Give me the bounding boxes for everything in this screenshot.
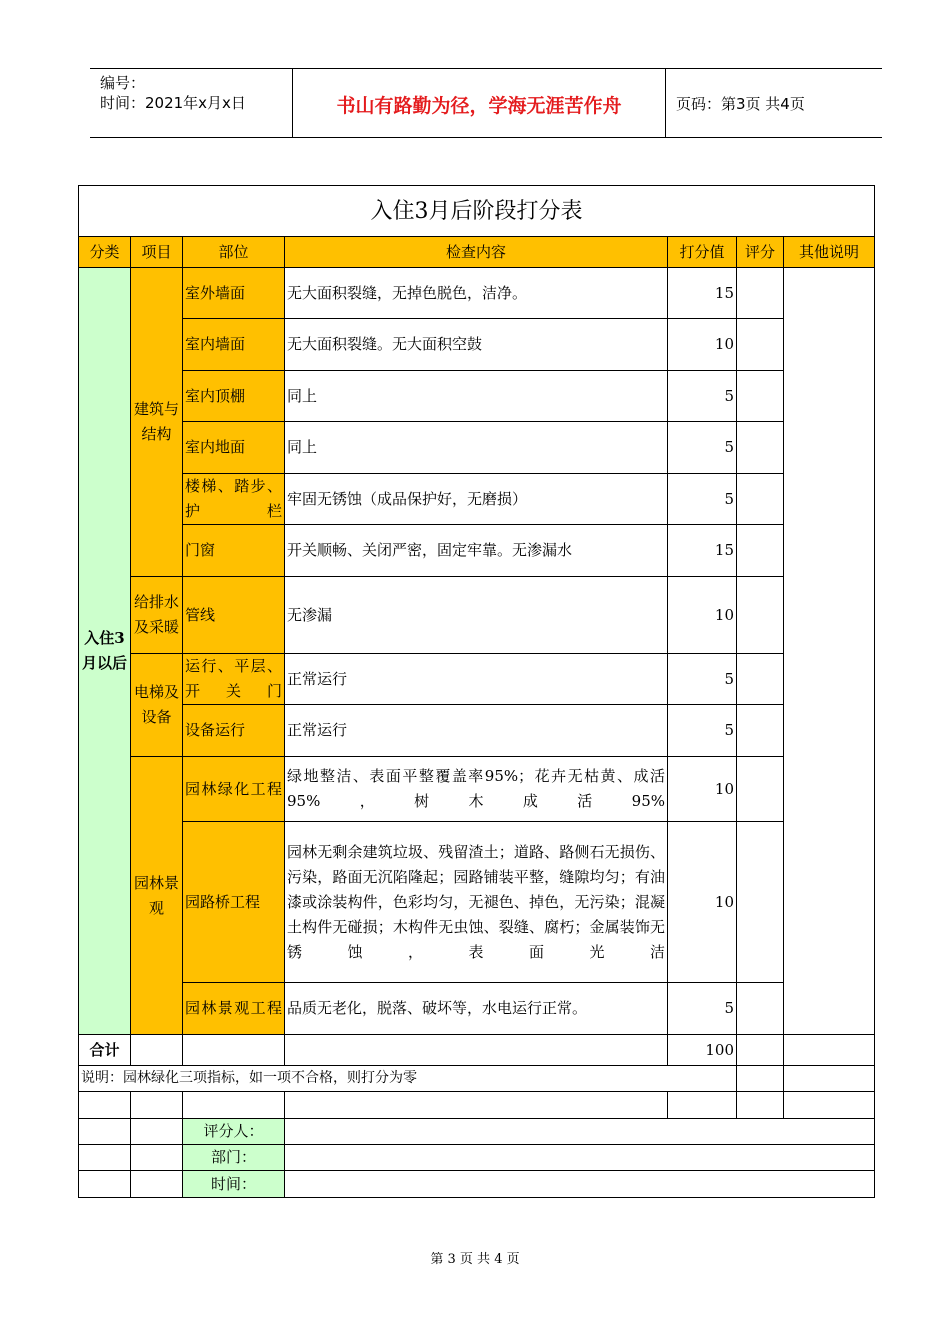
part-cell: 楼梯、踏步、护栏: [183, 474, 285, 525]
score-cell: 5: [668, 983, 737, 1035]
rater-label: 评分人：: [183, 1119, 285, 1145]
group-cell: 园林景观: [131, 757, 183, 1035]
column-header: 项目: [131, 237, 183, 268]
empty-cell: [285, 1035, 668, 1066]
table-row: [79, 983, 875, 1035]
rating-cell[interactable]: [737, 822, 784, 983]
score-cell: 5: [668, 422, 737, 474]
total-score: 100: [668, 1035, 737, 1066]
table-row: [79, 474, 875, 525]
time-label: 时间：2021年x月x日: [100, 94, 246, 112]
empty-cell: [183, 1035, 285, 1066]
table-row: [79, 822, 875, 983]
signature-row: [79, 1145, 875, 1171]
content-cell: 正常运行: [285, 705, 668, 757]
header-info: [100, 73, 246, 113]
dept-label: 部门：: [183, 1145, 285, 1171]
table-row: [79, 577, 875, 654]
part-cell: 室内地面: [183, 422, 285, 474]
empty-cell: [131, 1119, 183, 1145]
column-header: 检查内容: [285, 237, 668, 268]
score-cell: 15: [668, 525, 737, 577]
note-row: [79, 1066, 875, 1092]
header-divider: [665, 69, 666, 137]
rating-cell[interactable]: [737, 474, 784, 525]
dept-field[interactable]: [285, 1145, 875, 1171]
total-rating-cell[interactable]: [737, 1035, 784, 1066]
table-row: [79, 654, 875, 705]
content-cell: 园林无剩余建筑垃圾、残留渣土；道路、路侧石无损伤、污染，路面无沉陷隆起；园路铺装平整，缝隙均匀；有油漆或涂装构件，色彩均匀，无褪色、掉色，无污染；混凝土构件无碰损；木构件无虫蚀、裂缝、腐朽；金属装饰无锈蚀，表面光洁: [285, 822, 668, 983]
table-row: [79, 705, 875, 757]
content-cell: 开关顺畅、关闭严密，固定牢靠。无渗漏水: [285, 525, 668, 577]
content-cell: 同上: [285, 422, 668, 474]
time-label: 时间：: [183, 1171, 285, 1198]
content-cell: 品质无老化，脱落、破坏等，水电运行正常。: [285, 983, 668, 1035]
empty-cell: [737, 1066, 784, 1092]
content-cell: 无大面积裂缝。无大面积空鼓: [285, 319, 668, 371]
content-cell: 牢固无锈蚀（成品保护好，无磨损）: [285, 474, 668, 525]
signature-row: [79, 1119, 875, 1145]
part-cell: 管线: [183, 577, 285, 654]
column-header: 部位: [183, 237, 285, 268]
rating-cell[interactable]: [737, 422, 784, 474]
part-cell: 室内墙面: [183, 319, 285, 371]
total-label: 合计: [79, 1035, 131, 1066]
part-cell: 室内顶棚: [183, 371, 285, 422]
page-number-label: 页码：第3页 共4页: [676, 95, 805, 113]
column-header: 打分值: [668, 237, 737, 268]
content-cell: 无渗漏: [285, 577, 668, 654]
table-title: 入住3月后阶段打分表: [79, 186, 875, 237]
rater-field[interactable]: [285, 1119, 875, 1145]
rating-cell[interactable]: [737, 371, 784, 422]
part-cell: 运行、平层、开关门: [183, 654, 285, 705]
rating-cell[interactable]: [737, 654, 784, 705]
score-cell: 10: [668, 822, 737, 983]
score-cell: 5: [668, 371, 737, 422]
page-footer: 第 3 页 共 4 页: [430, 1252, 520, 1267]
score-cell: 5: [668, 654, 737, 705]
part-cell: 室外墙面: [183, 268, 285, 319]
table-row: [79, 525, 875, 577]
note-text: 说明：园林绿化三项指标，如一项不合格，则打分为零: [79, 1066, 737, 1092]
column-header: 分类: [79, 237, 131, 268]
rating-cell[interactable]: [737, 319, 784, 371]
category-cell: 入住3月以后: [79, 268, 131, 1035]
score-cell: 10: [668, 757, 737, 822]
content-cell: 无大面积裂缝，无掉色脱色，洁净。: [285, 268, 668, 319]
column-header: 其他说明: [784, 237, 875, 268]
table-title-row: [79, 186, 875, 237]
signature-row: [79, 1171, 875, 1198]
serial-label: 编号：: [100, 74, 146, 92]
score-cell: 10: [668, 577, 737, 654]
empty-cell: [784, 1035, 875, 1066]
rating-cell[interactable]: [737, 525, 784, 577]
table-row: [79, 757, 875, 822]
part-cell: 设备运行: [183, 705, 285, 757]
column-header: 评分: [737, 237, 784, 268]
content-cell: 同上: [285, 371, 668, 422]
part-cell: 园路桥工程: [183, 822, 285, 983]
header-motto: 书山有路勤为径，学海无涯苦作舟: [336, 95, 622, 117]
empty-cell: [131, 1171, 183, 1198]
part-cell: 园林绿化工程: [183, 757, 285, 822]
score-table: [78, 185, 875, 1198]
page-header: [90, 68, 882, 138]
part-cell: 门窗: [183, 525, 285, 577]
empty-cell: [79, 1119, 131, 1145]
empty-cell: [131, 1035, 183, 1066]
group-cell: 电梯及设备: [131, 654, 183, 757]
time-field[interactable]: [285, 1171, 875, 1198]
content-cell: 正常运行: [285, 654, 668, 705]
empty-cell: [79, 1145, 131, 1171]
table-row: [79, 319, 875, 371]
group-cell: 给排水及采暖: [131, 577, 183, 654]
empty-cell: [784, 1066, 875, 1092]
score-cell: 15: [668, 268, 737, 319]
table-row: [79, 371, 875, 422]
table-row: [79, 422, 875, 474]
empty-cell: [131, 1145, 183, 1171]
rating-cell[interactable]: [737, 577, 784, 654]
rating-cell[interactable]: [737, 757, 784, 822]
table-header-row: [79, 237, 875, 268]
total-row: [79, 1035, 875, 1066]
part-cell: 园林景观工程: [183, 983, 285, 1035]
content-cell: 绿地整洁、表面平整覆盖率95%；花卉无枯黄、成活95%，树木成活95%: [285, 757, 668, 822]
rating-cell[interactable]: [737, 983, 784, 1035]
score-cell: 5: [668, 474, 737, 525]
table-row: [79, 268, 875, 319]
score-cell: 5: [668, 705, 737, 757]
group-cell: 建筑与结构: [131, 268, 183, 577]
empty-cell: [79, 1171, 131, 1198]
remarks-cell[interactable]: [784, 268, 875, 1035]
blank-row: [79, 1092, 875, 1119]
score-cell: 10: [668, 319, 737, 371]
rating-cell[interactable]: [737, 268, 784, 319]
rating-cell[interactable]: [737, 705, 784, 757]
